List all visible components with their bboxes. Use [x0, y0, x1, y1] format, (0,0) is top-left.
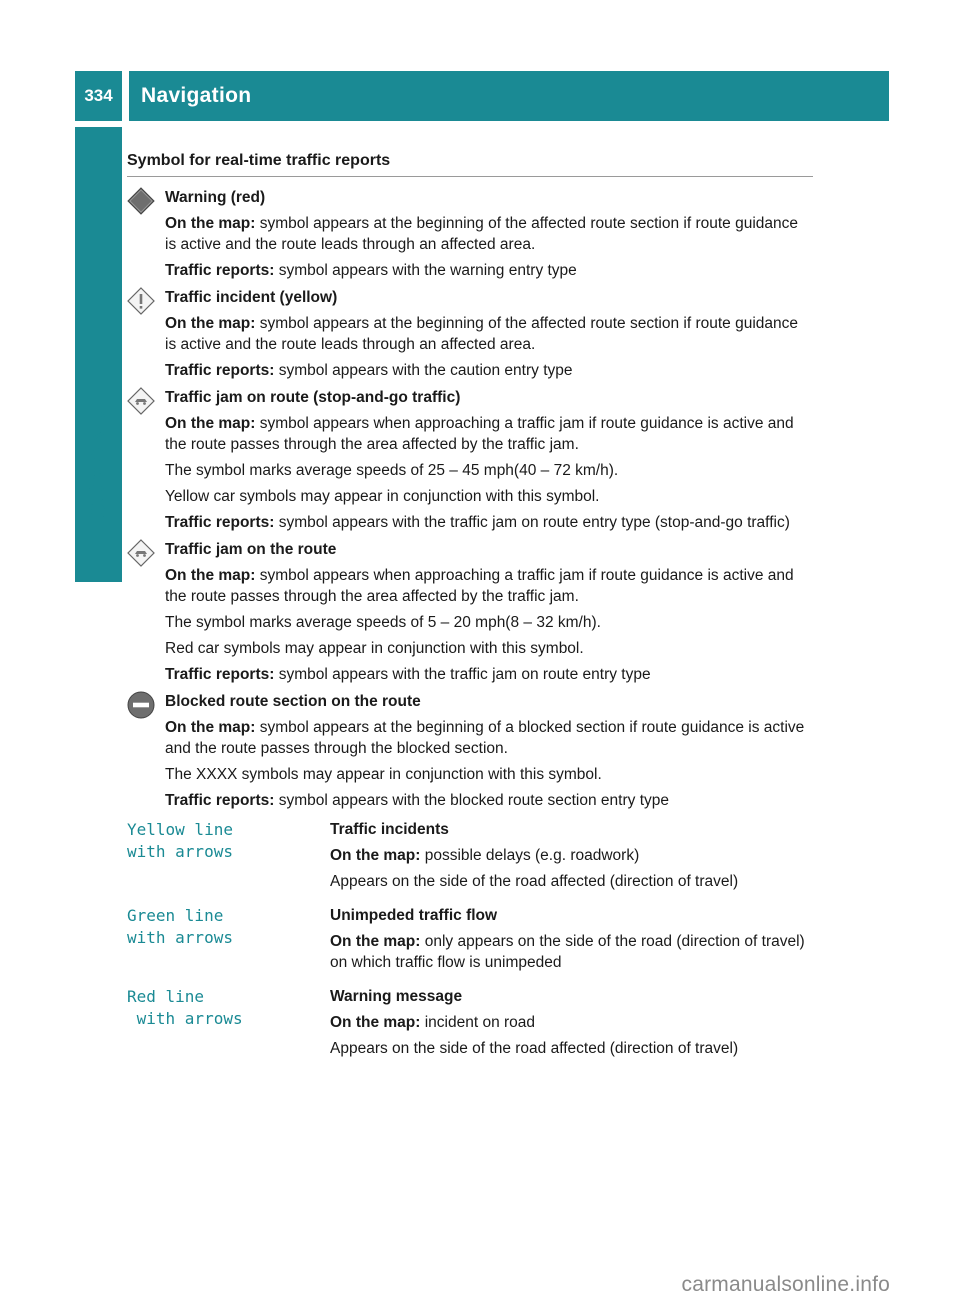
paragraph-text: possible delays (e.g. roadwork) [420, 847, 640, 864]
paragraph-label: On the map: [330, 933, 421, 950]
symbol-entry [127, 387, 813, 533]
paragraph-label: Traffic reports: [165, 666, 275, 683]
paragraph [165, 717, 813, 759]
line-legend-label: Red line with arrows [127, 987, 243, 1028]
paragraph [165, 360, 813, 381]
paragraph-label: On the map: [165, 415, 256, 432]
paragraph [165, 612, 813, 633]
line-legend-title: Unimpeded traffic flow [330, 907, 498, 924]
paragraph [330, 845, 813, 866]
paragraph-label: On the map: [165, 567, 256, 584]
blocked-route-icon [127, 691, 155, 719]
traffic-incident-yellow-icon [127, 287, 155, 315]
paragraph [330, 871, 813, 892]
symbol-title: Traffic jam on the route [165, 541, 337, 558]
page-number: 334 [75, 71, 122, 121]
paragraph-label: Traffic reports: [165, 362, 275, 379]
line-legend-title: Traffic incidents [330, 821, 449, 838]
line-legend-row [127, 905, 813, 978]
paragraph-text: symbol appears when approaching a traffic jam if route guidance is active and the route passes through the area affected by the traffic jam. [165, 567, 794, 605]
paragraph-text: Appears on the side of the road affected (direction of travel) [330, 873, 739, 890]
symbol-title: Traffic incident (yellow) [165, 289, 338, 306]
paragraph-text: symbol appears with the warning entry type [274, 262, 577, 279]
paragraph [165, 565, 813, 607]
line-legend-label: Green line with arrows [127, 906, 233, 947]
paragraph-label: Traffic reports: [165, 514, 275, 531]
paragraph [165, 764, 813, 785]
paragraph-text: symbol appears with the caution entry type [274, 362, 573, 379]
line-legend-description [330, 819, 813, 897]
paragraph-text: symbol appears at the beginning of the affected route section if route guidance is active and the route leads through an affected area. [165, 315, 798, 353]
paragraph [165, 486, 813, 507]
paragraph-text: Appears on the side of the road affected (direction of travel) [330, 1040, 739, 1057]
paragraph [165, 260, 813, 281]
side-tab-label: COMAND [84, 409, 111, 521]
symbol-entry [127, 287, 813, 381]
watermark: carmanualsonline.info [681, 1273, 890, 1296]
line-legend-description [330, 986, 813, 1064]
paragraph-text: symbol appears with the traffic jam on route entry type (stop-and-go traffic) [274, 514, 790, 531]
line-legend-title: Warning message [330, 988, 463, 1005]
paragraph [165, 460, 813, 481]
traffic-jam-icon [127, 539, 155, 567]
paragraph [165, 664, 813, 685]
paragraph-label: On the map: [330, 1014, 421, 1031]
paragraph-label: On the map: [165, 215, 256, 232]
traffic-jam-stop-and-go-icon [127, 387, 155, 415]
paragraph-text: symbol appears at the beginning of a blocked section if route guidance is active and the route passes through the blocked section. [165, 719, 805, 757]
symbol-title: Warning (red) [165, 189, 266, 206]
paragraph [330, 1012, 813, 1033]
page-header: Navigation [129, 71, 889, 121]
symbol-title: Blocked route section on the route [165, 693, 421, 710]
page-content [127, 150, 813, 1072]
paragraph-text: The symbol marks average speeds of 25 – 45 mph(40 – 72 km/h). [165, 462, 619, 479]
paragraph [165, 313, 813, 355]
paragraph [165, 413, 813, 455]
symbol-entry [127, 539, 813, 685]
paragraph [165, 790, 813, 811]
paragraph [165, 638, 813, 659]
paragraph-text: Red car symbols may appear in conjunction with this symbol. [165, 640, 584, 657]
line-legend-row [127, 986, 813, 1064]
paragraph-label: Traffic reports: [165, 792, 275, 809]
symbols-list [127, 187, 813, 811]
paragraph-text: symbol appears with the blocked route section entry type [274, 792, 669, 809]
paragraph [165, 213, 813, 255]
section-title: Symbol for real-time traffic reports [127, 150, 813, 177]
line-legend-row [127, 819, 813, 897]
paragraph-text: symbol appears with the traffic jam on route entry type [274, 666, 651, 683]
paragraph-label: Traffic reports: [165, 262, 275, 279]
paragraph [165, 512, 813, 533]
symbol-entry [127, 691, 813, 811]
paragraph-text: The XXXX symbols may appear in conjunction with this symbol. [165, 766, 602, 783]
paragraph-text: only appears on the side of the road (direction of travel) on which traffic flow is unimpeded [330, 933, 805, 971]
line-legend-description [330, 905, 813, 978]
symbol-entry [127, 187, 813, 281]
paragraph-label: On the map: [165, 719, 256, 736]
paragraph-label: On the map: [330, 847, 421, 864]
paragraph-text: symbol appears at the beginning of the affected route section if route guidance is active and the route leads through an affected area. [165, 215, 798, 253]
paragraph-text: The symbol marks average speeds of 5 – 20 mph(8 – 32 km/h). [165, 614, 601, 631]
paragraph [330, 931, 813, 973]
paragraph-text: symbol appears when approaching a traffic jam if route guidance is active and the route passes through the area affected by the traffic jam. [165, 415, 794, 453]
paragraph [330, 1038, 813, 1059]
paragraph-label: On the map: [165, 315, 256, 332]
line-legend-table [127, 819, 813, 1064]
paragraph-text: incident on road [420, 1014, 536, 1031]
paragraph-text: Yellow car symbols may appear in conjunction with this symbol. [165, 488, 600, 505]
line-legend-label: Yellow line with arrows [127, 820, 233, 861]
symbol-title: Traffic jam on route (stop-and-go traffic) [165, 389, 461, 406]
warning-red-icon [127, 187, 155, 215]
